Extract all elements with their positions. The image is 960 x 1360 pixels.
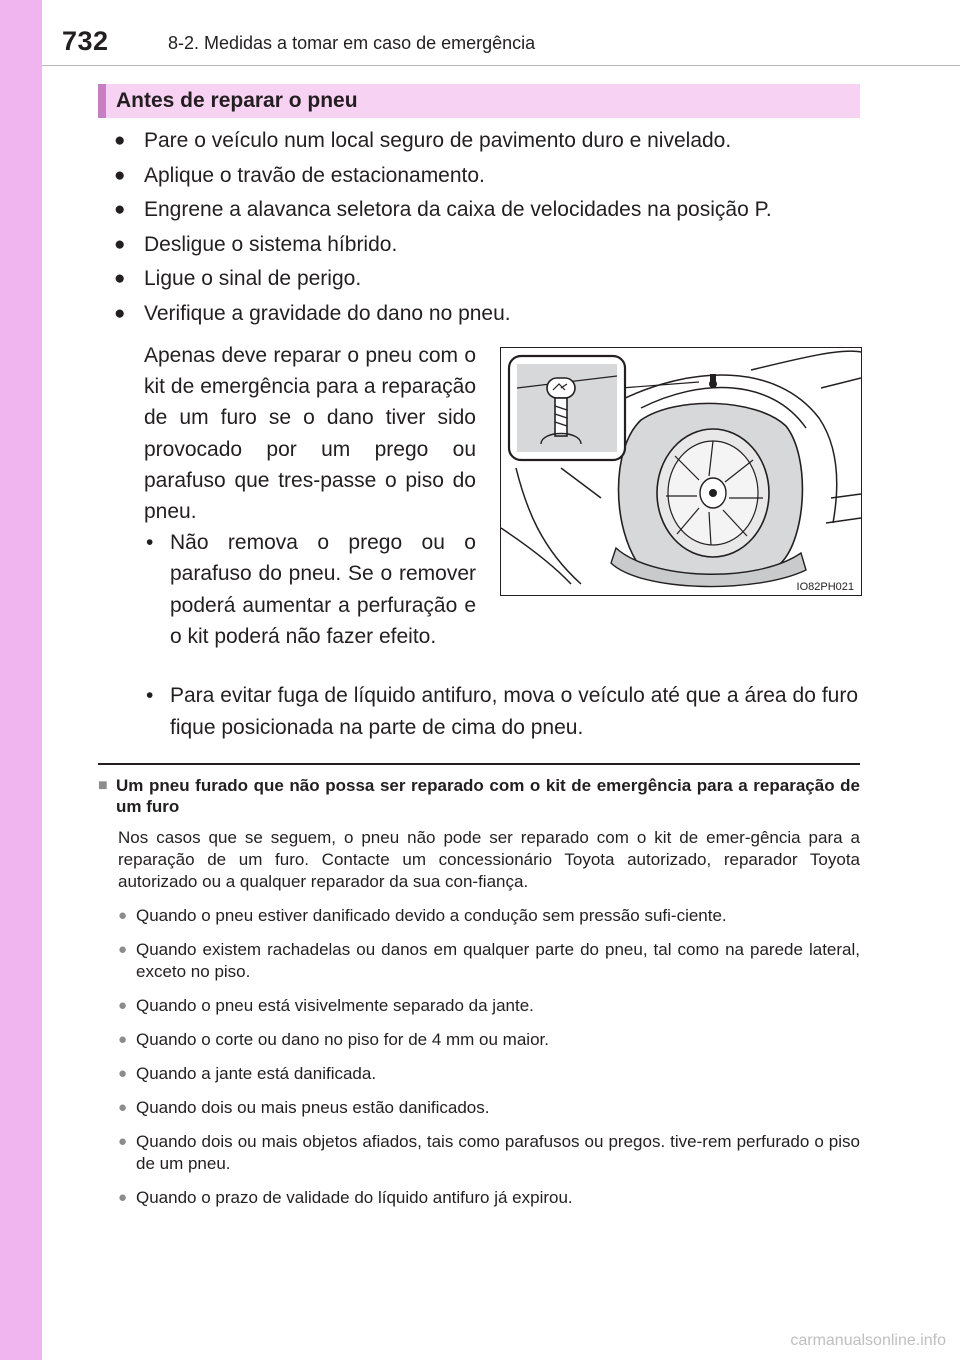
list-item xyxy=(114,195,874,224)
bullet-icon: ● xyxy=(118,1031,128,1048)
list-item xyxy=(118,1029,860,1051)
sub-bullet-item xyxy=(144,680,858,743)
preparation-steps-list xyxy=(114,126,874,333)
list-item-text: Quando existem rachadelas ou danos em qualquer parte do pneu, tal como na parede lateral, exceto no piso. xyxy=(136,940,860,981)
list-item-text: Quando dois ou mais pneus estão danificados. xyxy=(136,1098,490,1117)
note-heading-text: Um pneu furado que não possa ser reparado com o kit de emergência para a reparação de um furo xyxy=(116,776,860,816)
list-item xyxy=(118,905,860,927)
sub-bullet-item xyxy=(144,527,476,652)
list-item-text: Verifique a gravidade do dano no pneu. xyxy=(144,301,511,325)
figure-code-label: IO82PH021 xyxy=(796,581,854,593)
bullet-icon: ● xyxy=(114,130,126,151)
list-item-text: Engrene a alavanca seletora da caixa de velocidades na posição P. xyxy=(144,198,772,221)
list-item xyxy=(114,126,874,155)
list-item-text: Quando o pneu está visivelmente separado da jante. xyxy=(136,996,534,1015)
sub-bullet-marker: • xyxy=(146,684,154,707)
list-item xyxy=(118,1131,860,1175)
list-item-text: Quando o corte ou dano no piso for de 4 mm ou maior. xyxy=(136,1030,549,1049)
bullet-icon: ● xyxy=(114,164,126,186)
list-item-text: Pare o veículo num local seguro de pavimento duro e nivelado. xyxy=(144,129,732,152)
page-number: 732 xyxy=(62,26,109,56)
header-divider xyxy=(42,65,960,66)
bullet-icon: ● xyxy=(118,997,128,1014)
watermark-text: carmanualsonline.info xyxy=(790,1332,946,1349)
list-item xyxy=(118,1187,860,1209)
damage-check-text xyxy=(144,340,476,652)
square-marker-icon: ■ xyxy=(98,777,108,794)
list-item-text: Ligue o sinal de perigo. xyxy=(144,267,362,290)
note-heading xyxy=(98,775,860,817)
sub-bullet-text: Não remova o prego ou o parafuso do pneu. Se o remover poderá aumentar a perfuração e o kit poderá não fazer efeito. xyxy=(170,531,476,648)
chapter-side-strip xyxy=(0,0,42,1360)
bullet-icon: ● xyxy=(118,941,128,958)
sub-bullet-text: Para evitar fuga de líquido antifuro, mova o veículo até que a área do furo fique posicionada na parte de cima do pneu. xyxy=(170,684,858,739)
list-item xyxy=(114,161,874,190)
flat-tire-drawing xyxy=(501,348,861,595)
list-item-text: Quando a jante está danificada. xyxy=(136,1064,377,1083)
section-divider xyxy=(98,763,860,765)
list-item xyxy=(118,995,860,1017)
bullet-icon: ● xyxy=(118,1189,128,1206)
repair-condition-paragraph: Apenas deve reparar o pneu com o kit de emergência para a reparação de um furo se o dano tiver sido provocado por um prego ou parafuso que tres-passe o piso do pneu. xyxy=(144,344,476,524)
bullet-icon: ● xyxy=(114,268,126,289)
list-item-text: Quando o pneu estiver danificado devido a condução sem pressão sufi-ciente. xyxy=(136,906,727,925)
bullet-icon: ● xyxy=(114,302,126,324)
list-item-text: Aplique o travão de estacionamento. xyxy=(144,163,485,187)
bullet-icon: ● xyxy=(118,1065,128,1082)
list-item-text: Quando dois ou mais objetos afiados, tais como parafusos ou pregos. tive-rem perfurado o piso de um pneu. xyxy=(136,1132,860,1173)
sub-bullet-marker: • xyxy=(146,531,154,555)
list-item-text: Desligue o sistema híbrido. xyxy=(144,232,398,256)
bullet-icon: ● xyxy=(114,199,126,220)
note-intro-paragraph: Nos casos que se seguem, o pneu não pode ser reparado com o kit de emer-gência para a reparação de um furo. Contacte um concessionário Toyota autorizado, reparador Toyota autorizado ou a qualquer reparador da sua con-fiança. xyxy=(118,828,860,891)
note-block xyxy=(98,775,860,1221)
unrepairable-cases-list xyxy=(118,905,860,1209)
section-heading: Antes de reparar o pneu xyxy=(98,84,860,118)
list-item xyxy=(114,264,874,293)
chapter-title: 8-2. Medidas a tomar em caso de emergência xyxy=(168,33,536,53)
list-item-text: Quando o prazo de validade do líquido antifuro já expirou. xyxy=(136,1188,573,1207)
list-item xyxy=(118,939,860,983)
bullet-icon: ● xyxy=(114,233,126,255)
list-item xyxy=(118,1063,860,1085)
list-item xyxy=(118,1097,860,1119)
list-item xyxy=(114,299,874,328)
bullet-icon: ● xyxy=(118,1133,128,1150)
flat-tire-illustration xyxy=(500,347,862,596)
bullet-icon: ● xyxy=(118,907,128,924)
bullet-icon: ● xyxy=(118,1099,128,1116)
list-item xyxy=(114,230,874,259)
